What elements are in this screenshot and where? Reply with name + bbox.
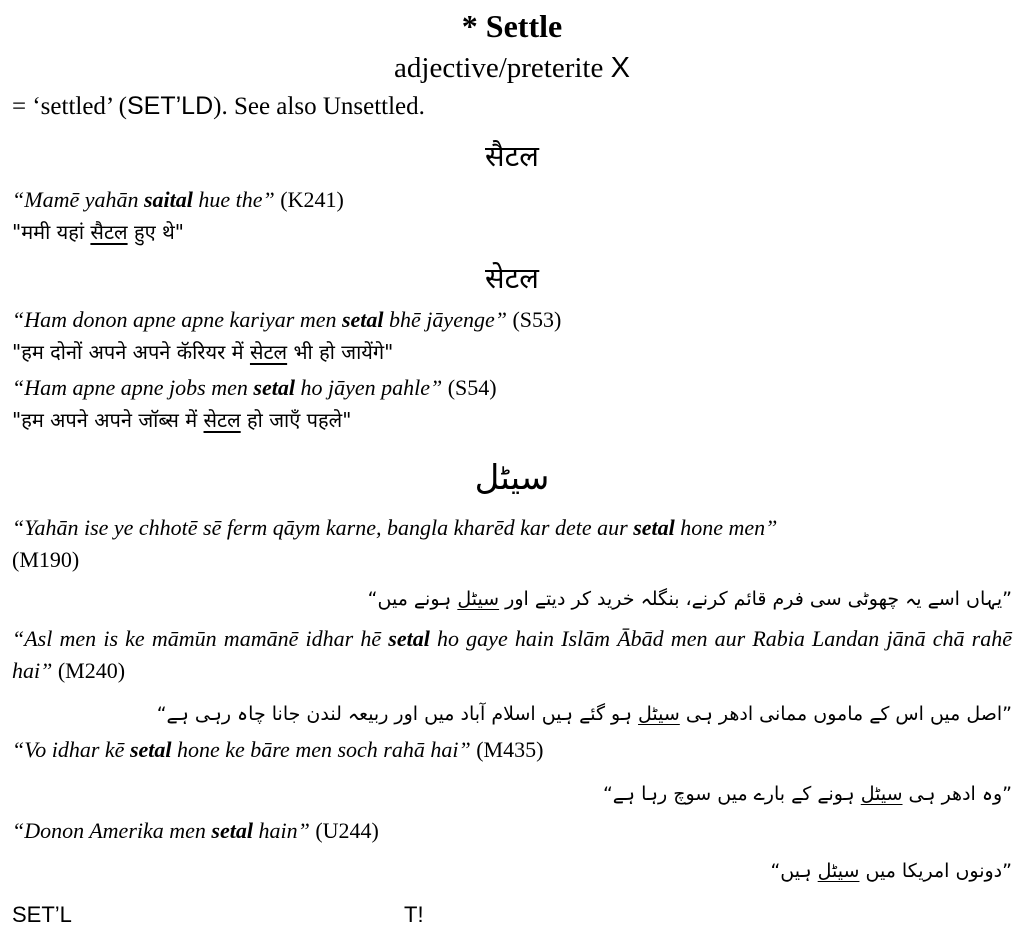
quote-s53: “Ham donon apne apne kariyar men setal bhē jāyenge” (S53)	[12, 307, 562, 332]
urdu-m240: ”اصل میں اس کے ماموں ممانی ادھر ہی سیٹل ہو گئے ہیں اسلام آباد میں اور ربیعہ لندن جانا چاہ رہی ہے“	[156, 703, 1012, 725]
devanagari-s53: "हम दोनों अपने अपने कॅरियर में सेटल भी हो जायेंगे"	[12, 340, 394, 364]
subtitle-mark: X	[610, 52, 630, 84]
see-also-suffix: ). See also Unsettled.	[213, 93, 425, 120]
see-also-prefix: = ‘settled’ (	[12, 93, 127, 120]
section-heading-setal-hindi: सेटल	[485, 261, 539, 295]
devanagari-k241: "ममी यहां सैटल हुए थे"	[12, 220, 184, 244]
see-also-code: SET’LD	[126, 92, 214, 120]
quote-s54: “Ham apne apne jobs men setal ho jāyen pahle” (S54)	[12, 375, 497, 400]
section-heading-setal-urdu: سیٹل	[474, 458, 550, 498]
devanagari-s54: "हम अपने अपने जॉब्स में सेटल हो जाएँ पहले"	[12, 408, 352, 432]
see-also-line	[12, 92, 425, 121]
footer-pronunciation: SET’L	[12, 902, 72, 927]
quote-u244: “Donon Amerika men setal hain” (U244)	[12, 818, 379, 843]
part-of-speech: adjective/preterite	[394, 52, 611, 84]
urdu-u244: ”دونوں امریکا میں سیٹل ہیں“	[770, 860, 1012, 882]
urdu-m435: ”وہ ادھر ہی سیٹل ہونے کے بارے میں سوچ رہا ہے“	[602, 783, 1012, 805]
quote-m190: “Yahān ise ye chhotē sē ferm qāym karne, bangla kharēd kar dete aur setal hone men” (M190)	[12, 515, 778, 572]
footer-mark: T!	[404, 902, 424, 927]
urdu-m190: ”یہاں اسے یہ چھوٹی سی فرم قائم کرنے، بنگلہ خرید کر دیتے اور سیٹل ہونے میں“	[367, 588, 1012, 610]
section-heading-saital: सैटल	[485, 139, 539, 173]
quote-m240: “Asl men is ke māmūn mamānē idhar hē setal ho gaye hain Islām Ābād men aur Rabia Landan jānā chā rahē hai” (M240)	[12, 626, 1012, 683]
quote-m435: “Vo idhar kē setal hone ke bāre men soch rahā hai” (M435)	[12, 737, 544, 762]
quote-k241: “Mamē yahān saital hue the” (K241)	[12, 187, 344, 212]
entry-subtitle	[0, 52, 1024, 85]
entry-title: * Settle	[461, 8, 563, 44]
